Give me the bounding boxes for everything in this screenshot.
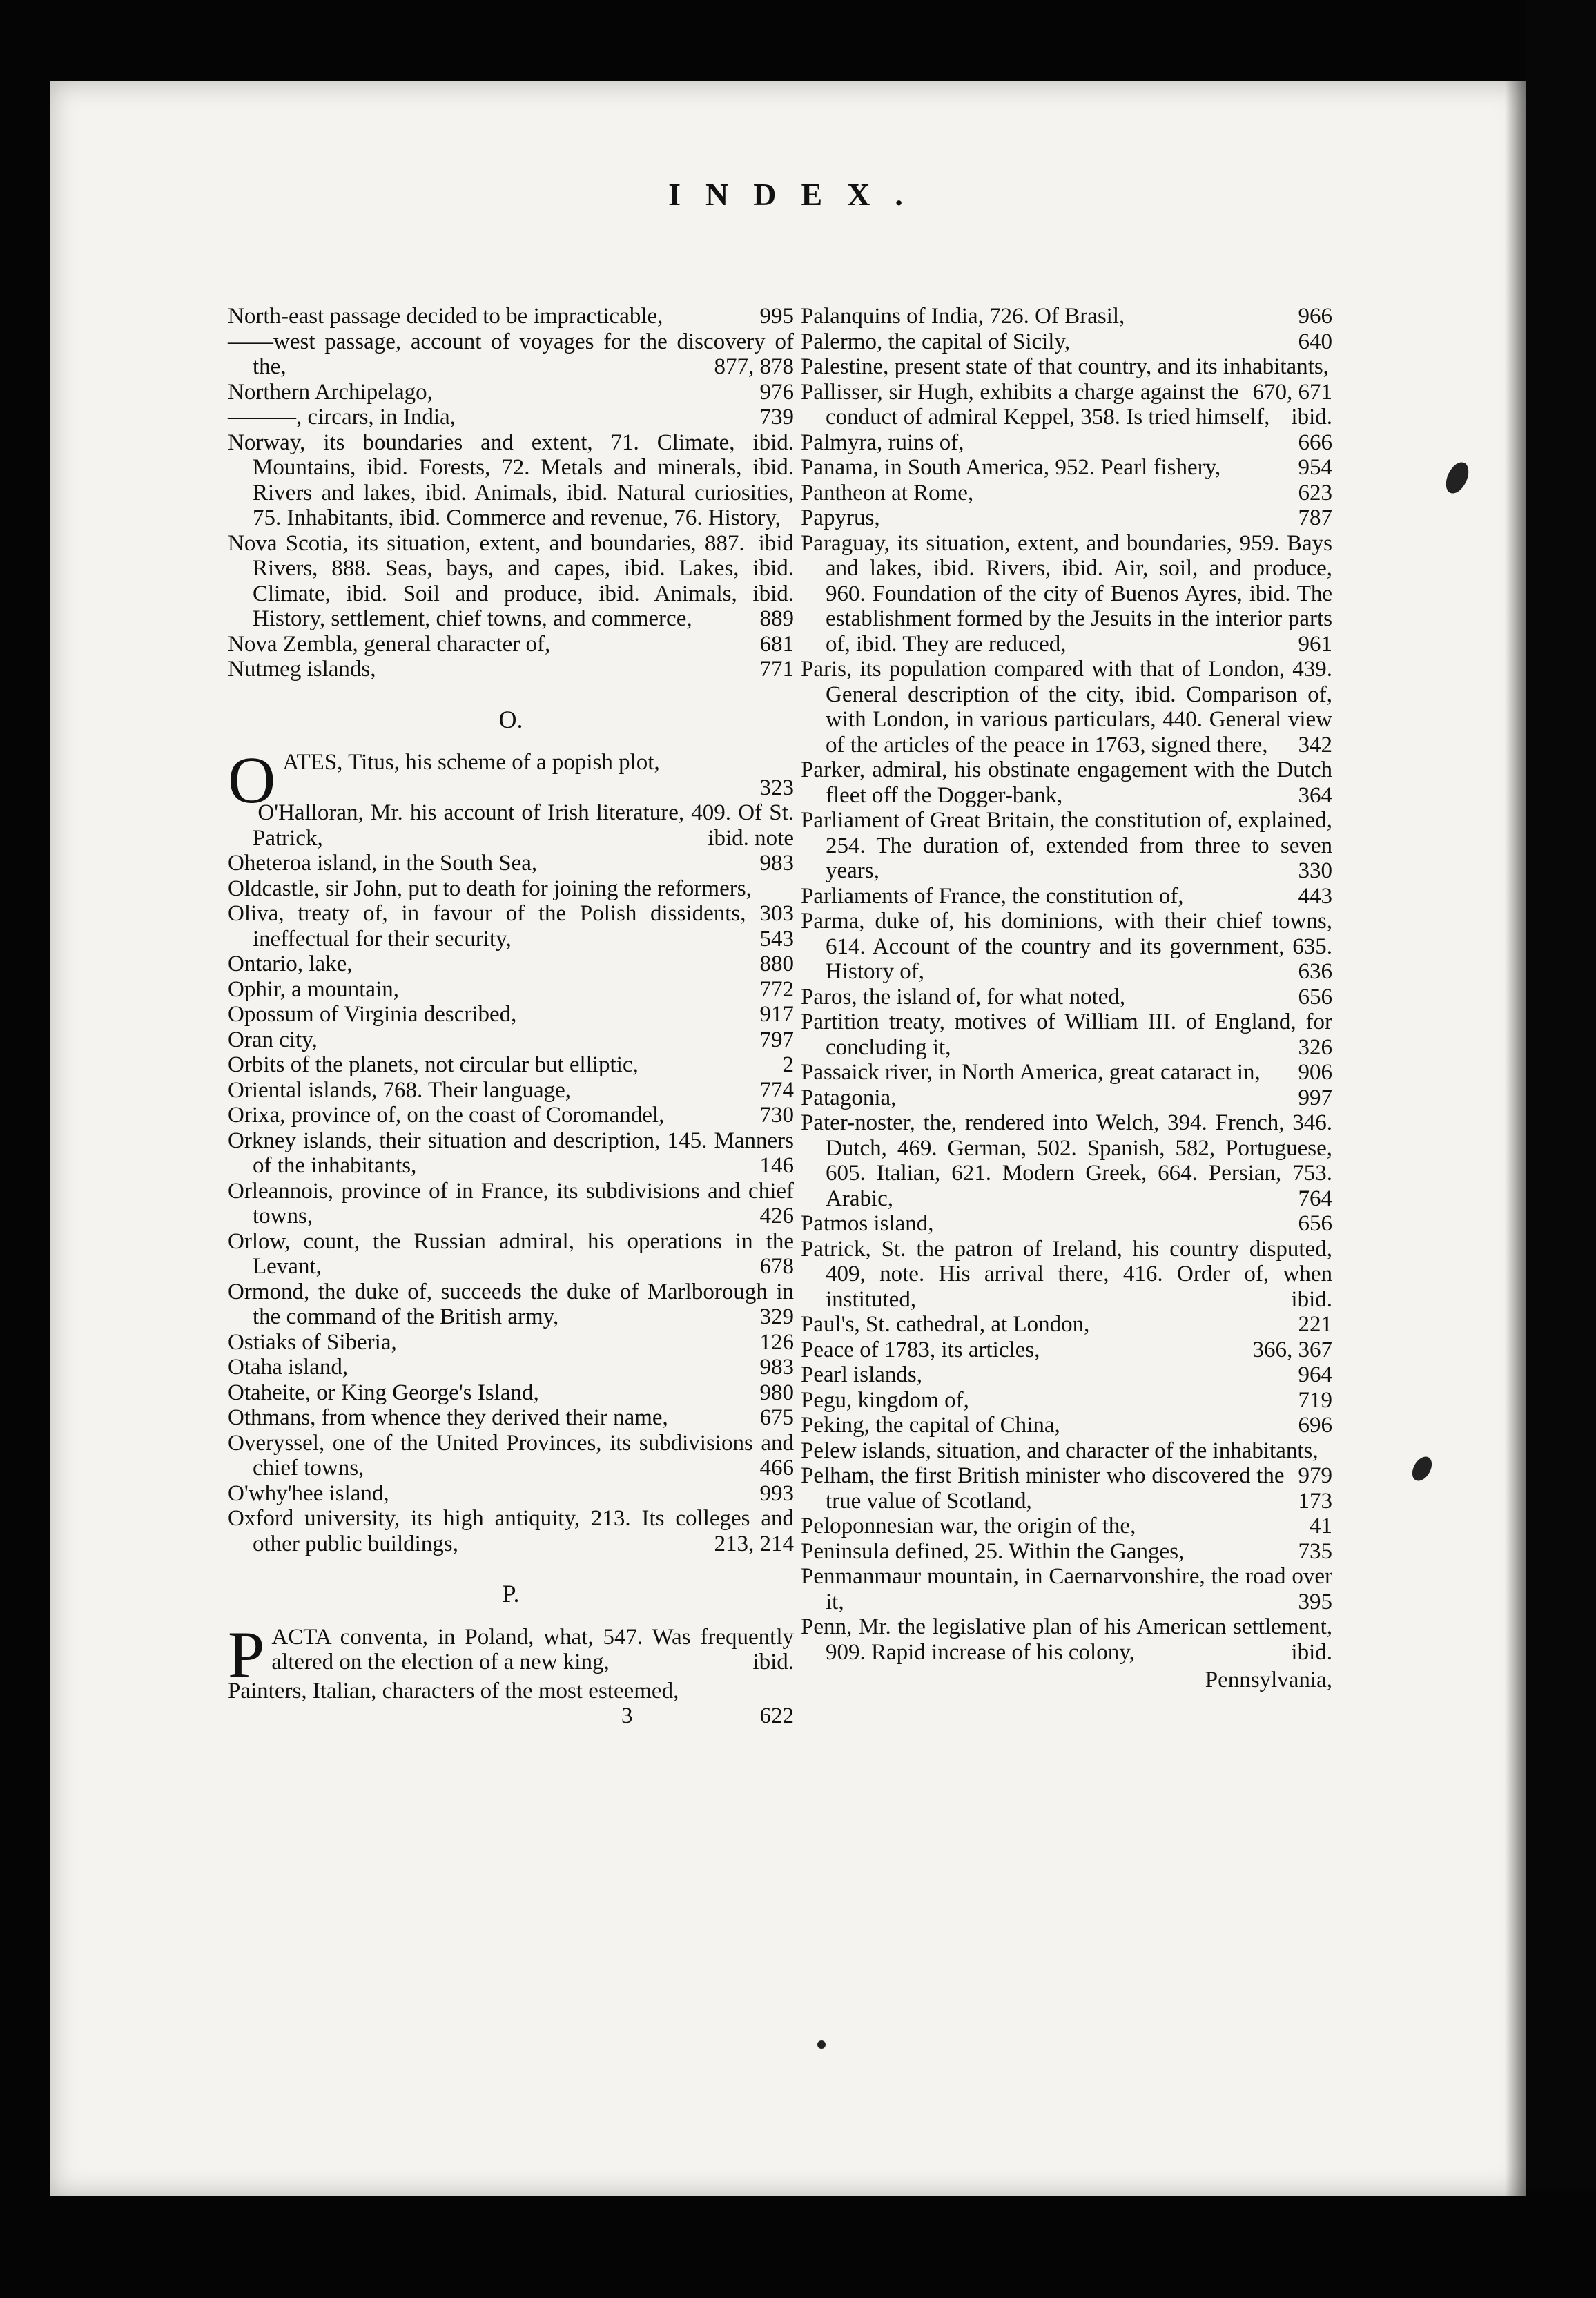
entry-text: Peking, the capital of China, bbox=[801, 1413, 1060, 1438]
entry-pages: 678 bbox=[759, 1254, 794, 1279]
entries-n-list bbox=[228, 304, 794, 682]
index-p-entry bbox=[801, 1564, 1332, 1614]
index-o-entry bbox=[228, 1506, 794, 1556]
entry-pages: 979 bbox=[1298, 1463, 1332, 1488]
entry-pages: 443 bbox=[1298, 883, 1332, 909]
entry-text: Palmyra, ruins of, bbox=[801, 429, 964, 455]
index-p-entry bbox=[801, 909, 1332, 985]
index-p-entry bbox=[801, 808, 1332, 884]
entry-pages: 656 bbox=[1298, 984, 1332, 1010]
entry-text: Paros, the island of, for what noted, bbox=[801, 984, 1126, 1010]
index-p-entry bbox=[801, 1362, 1332, 1388]
entry-pages: 342 bbox=[1298, 732, 1332, 757]
index-n-entry bbox=[228, 304, 794, 329]
index-p-entry bbox=[801, 531, 1332, 657]
entry-pages: 906 bbox=[1298, 1060, 1332, 1085]
entry-pages: 764 bbox=[1298, 1186, 1332, 1211]
entry-text: Othmans, from whence they derived their name, bbox=[228, 1405, 668, 1430]
index-p-entry bbox=[801, 430, 1332, 456]
index-n-entry bbox=[228, 531, 794, 632]
entry-text: Palestine, present state of that country, and its inhabitants, bbox=[801, 354, 1329, 379]
entry-text: Orlow, count, the Russian admiral, his operations in the Levant, bbox=[228, 1228, 794, 1279]
index-o-entry bbox=[228, 901, 794, 952]
entry-pages: 771 bbox=[759, 657, 794, 682]
index-p-entry bbox=[801, 1338, 1332, 1363]
entry-pages: 961 bbox=[1298, 631, 1332, 657]
index-n-entry bbox=[228, 329, 794, 380]
entry-pages: ibid. bbox=[1291, 1286, 1332, 1312]
entry-pages: ibid bbox=[758, 530, 794, 556]
entry-text: Northern Archipelago, bbox=[228, 379, 433, 405]
entry-pages: 326 bbox=[1298, 1034, 1332, 1060]
index-o-entry bbox=[228, 876, 794, 926]
entry-text: Norway, its boundaries and extent, 71. Climate, ibid. Mountains, ibid. Forests, 72. Metals and minerals, ibid. Rivers and lakes, ibid. Animals, ibid. Natural curiosities, 75. Inhabitants, ibid. Commerce and revenue, 76. History, bbox=[228, 429, 794, 530]
entry-pages: 997 bbox=[1298, 1085, 1332, 1110]
index-p-entry bbox=[801, 1237, 1332, 1313]
entry-pages: 983 bbox=[759, 851, 794, 876]
entry-text: Opossum of Virginia described, bbox=[228, 1002, 517, 1027]
entry-oates bbox=[228, 743, 794, 817]
entry-pages: 330 bbox=[1298, 858, 1332, 883]
entry-pages: 681 bbox=[759, 631, 794, 657]
entry-oates-text: ATES, Titus, his scheme of a popish plot, bbox=[282, 750, 660, 775]
entry-pages: 797 bbox=[759, 1027, 794, 1052]
entry-pacta-text: ACTA conventa, in Poland, what, 547. Was frequently altered on the election of a new king, bbox=[271, 1624, 794, 1674]
page-edge-shadow bbox=[1505, 81, 1526, 2196]
index-p-entry bbox=[801, 657, 1332, 757]
right-column bbox=[801, 304, 1332, 1693]
index-p-entry bbox=[801, 1539, 1332, 1565]
entry-text: Pegu, kingdom of, bbox=[801, 1387, 969, 1413]
entry-pages: 656 bbox=[1298, 1211, 1332, 1236]
film-border-bottom bbox=[0, 2189, 1596, 2298]
index-n-entry bbox=[228, 657, 794, 682]
index-p-entry bbox=[801, 884, 1332, 909]
film-border-right bbox=[1526, 0, 1596, 2298]
signature-mark: 3 bbox=[621, 1703, 633, 1728]
entry-pages: 670, 671 bbox=[1252, 379, 1332, 405]
entry-pages: 774 bbox=[759, 1077, 794, 1103]
entry-pages: 995 bbox=[759, 304, 794, 329]
index-o-entry bbox=[228, 1229, 794, 1280]
entry-text: Oliva, treaty of, in favour of the Polish dissidents, ineffectual for their security, bbox=[228, 901, 746, 952]
entry-text: Overyssel, one of the United Provinces, its subdivisions and chief towns, bbox=[228, 1430, 794, 1480]
entry-painters bbox=[228, 1679, 794, 1704]
index-p-entry bbox=[801, 1614, 1332, 1665]
entry-text: Oldcastle, sir John, put to death for joining the reformers, bbox=[228, 876, 752, 901]
index-o-entry bbox=[228, 1052, 794, 1078]
entry-pages: 2 bbox=[782, 1052, 794, 1077]
entry-pages: 787 bbox=[1298, 505, 1332, 530]
entry-pages: ibid. bbox=[1291, 1639, 1332, 1665]
entry-pages: 173 bbox=[1298, 1488, 1332, 1514]
index-o-entry bbox=[228, 1380, 794, 1406]
entry-pages: 329 bbox=[759, 1304, 794, 1329]
entry-text: Ormond, the duke of, succeeds the duke of Marlborough in the command of the British army, bbox=[228, 1279, 794, 1329]
entry-text: Otaha island, bbox=[228, 1355, 349, 1380]
section-heading-p: P. bbox=[502, 1580, 520, 1607]
index-p-entry bbox=[801, 1312, 1332, 1338]
entry-text: Patrick, St. the patron of Ireland, his country disputed, 409, note. His arrival there, 416. Order of, when instituted, bbox=[801, 1236, 1332, 1312]
entry-text: Oran city, bbox=[228, 1027, 318, 1052]
entry-pages: 880 bbox=[759, 952, 794, 976]
entry-pages: 772 bbox=[759, 976, 794, 1002]
entry-pacta-pages: ibid. bbox=[752, 1650, 794, 1674]
entry-text: Ophir, a mountain, bbox=[228, 976, 399, 1002]
index-o-entry bbox=[228, 1179, 794, 1229]
entry-pages: 877, 878 bbox=[714, 354, 794, 379]
entry-pages: 366, 367 bbox=[1252, 1337, 1332, 1362]
entry-text: Passaick river, in North America, great cataract in, bbox=[801, 1060, 1261, 1085]
entry-text: Otaheite, or King George's Island, bbox=[228, 1380, 539, 1405]
entry-pages: 543 bbox=[759, 926, 794, 952]
entry-text: Patagonia, bbox=[801, 1085, 897, 1110]
entry-text: Parker, admiral, his obstinate engagement with the Dutch fleet off the Dogger-bank, bbox=[801, 757, 1332, 808]
entry-text: Ostiaks of Siberia, bbox=[228, 1329, 397, 1355]
index-p-entry bbox=[801, 1010, 1332, 1060]
left-column bbox=[228, 304, 794, 1731]
entry-text: Peace of 1783, its articles, bbox=[801, 1337, 1040, 1362]
index-o-entry bbox=[228, 1431, 794, 1481]
entry-text: Nutmeg islands, bbox=[228, 657, 376, 682]
index-p-entry bbox=[801, 1211, 1332, 1237]
index-p-entry bbox=[801, 1438, 1332, 1488]
entry-text: Penmanmaur mountain, in Caernarvonshire, the road over it, bbox=[801, 1564, 1332, 1614]
entry-pages: 730 bbox=[759, 1103, 794, 1128]
index-o-entry bbox=[228, 1481, 794, 1507]
entry-pages: 675 bbox=[759, 1405, 794, 1430]
entry-text: Patmos island, bbox=[801, 1211, 934, 1236]
index-o-entry bbox=[228, 1128, 794, 1179]
index-p-entry bbox=[801, 329, 1332, 355]
entry-text: Ontario, lake, bbox=[228, 952, 353, 976]
entry-text: Peninsula defined, 25. Within the Ganges, bbox=[801, 1538, 1185, 1564]
entry-text: Oriental islands, 768. Their language, bbox=[228, 1077, 572, 1103]
index-p-entry bbox=[801, 304, 1332, 329]
entry-text: Pallisser, sir Hugh, exhibits a charge against the conduct of admiral Keppel, 358. Is tried himself, bbox=[801, 379, 1270, 429]
catchword: Pennsylvania, bbox=[1205, 1668, 1332, 1692]
entry-pages: 954 bbox=[1298, 455, 1332, 480]
index-p-entry bbox=[801, 455, 1332, 481]
entry-text: ——west passage, account of voyages for the discovery of the, bbox=[228, 329, 794, 379]
entry-pages: 666 bbox=[1298, 429, 1332, 455]
index-p-entry bbox=[801, 481, 1332, 506]
entry-oates-pages: 323 bbox=[759, 775, 794, 800]
entry-pages: ibid. bbox=[1291, 405, 1332, 429]
index-o-entry bbox=[228, 1027, 794, 1053]
index-o-entry bbox=[228, 1002, 794, 1027]
entry-text: Oxford university, its high antiquity, 213. Its colleges and other public buildings, bbox=[228, 1506, 794, 1556]
entry-pages: 983 bbox=[759, 1355, 794, 1380]
entry-text: Parliament of Great Britain, the constitution of, explained, 254. The duration of, extended from three to seven years, bbox=[801, 808, 1332, 883]
entry-text: Pantheon at Rome, bbox=[801, 480, 974, 505]
entry-pages: 966 bbox=[1298, 304, 1332, 329]
entries-p-list bbox=[801, 304, 1332, 1665]
index-o-entry bbox=[228, 1078, 794, 1103]
entry-text: Paul's, St. cathedral, at London, bbox=[801, 1312, 1090, 1337]
entry-pages: 466 bbox=[759, 1456, 794, 1480]
dropcap-o: O bbox=[228, 743, 276, 817]
entry-painters-pages: 622 bbox=[759, 1703, 794, 1728]
index-o-entry bbox=[228, 800, 794, 851]
index-n-entry bbox=[228, 632, 794, 657]
entry-text: Pelew islands, situation, and character of the inhabitants, bbox=[801, 1438, 1318, 1463]
entry-text: Oheteroa island, in the South Sea, bbox=[228, 851, 538, 876]
entry-pages: 739 bbox=[759, 405, 794, 429]
entries-o-list bbox=[228, 800, 794, 1556]
entry-text: Orbits of the planets, not circular but elliptic, bbox=[228, 1052, 639, 1077]
entry-text: Nova Zembla, general character of, bbox=[228, 631, 551, 657]
entry-text: North-east passage decided to be impracticable, bbox=[228, 304, 663, 329]
entry-pages: 623 bbox=[1298, 480, 1332, 505]
entry-text: Pearl islands, bbox=[801, 1362, 922, 1387]
entry-pages: 964 bbox=[1298, 1362, 1332, 1387]
entry-text: Penn, Mr. the legislative plan of his American settlement, 909. Rapid increase of his colony, bbox=[801, 1614, 1332, 1665]
page-header: INDEX. bbox=[668, 177, 928, 212]
entry-text: Panama, in South America, 952. Pearl fishery, bbox=[801, 455, 1221, 480]
entry-text: O'why'hee island, bbox=[228, 1480, 389, 1506]
entry-pages: 980 bbox=[759, 1380, 794, 1405]
entry-pages: 917 bbox=[759, 1002, 794, 1027]
entry-pages: 395 bbox=[1298, 1589, 1332, 1614]
entry-text: Paris, its population compared with that of London, 439. General description of the city, ibid. Comparison of, with London, in various particulars, 440. General view of the articles of the peace in 1763, signed there, bbox=[801, 657, 1332, 757]
section-heading-o: O. bbox=[498, 705, 523, 733]
entry-pages: 640 bbox=[1298, 329, 1332, 354]
entry-text: Nova Scotia, its situation, extent, and boundaries, 887. Rivers, 888. Seas, bays, and capes, ibid. Lakes, ibid. Climate, ibid. Soil and produce, ibid. Animals, ibid. History, settlement, chief towns, and commerce, bbox=[228, 530, 794, 631]
entry-text: Orleannois, province of in France, its subdivisions and chief towns, bbox=[228, 1178, 794, 1228]
entry-pages: 696 bbox=[1298, 1413, 1332, 1438]
index-n-entry bbox=[228, 405, 794, 430]
entry-text: Orixa, province of, on the coast of Coromandel, bbox=[228, 1103, 665, 1128]
index-o-entry bbox=[228, 1280, 794, 1330]
index-p-entry bbox=[801, 1514, 1332, 1539]
entry-text: Pelham, the first British minister who discovered the true value of Scotland, bbox=[801, 1463, 1285, 1514]
index-p-entry bbox=[801, 757, 1332, 808]
index-p-entry bbox=[801, 1085, 1332, 1111]
entry-pages: 735 bbox=[1298, 1538, 1332, 1564]
entry-text: Parma, duke of, his dominions, with their chief towns, 614. Account of the country and its government, 635. History of, bbox=[801, 909, 1332, 984]
index-o-entry bbox=[228, 851, 794, 876]
dropcap-p: P bbox=[228, 1617, 265, 1692]
index-o-entry bbox=[228, 1405, 794, 1431]
entry-pages: 146 bbox=[759, 1153, 794, 1178]
entry-painters-text: Painters, Italian, characters of the most esteemed, bbox=[228, 1678, 679, 1703]
index-p-entry bbox=[801, 1463, 1332, 1514]
index-n-entry bbox=[228, 429, 794, 556]
entry-text: ———, circars, in India, bbox=[228, 405, 456, 429]
entry-pages: 213, 214 bbox=[714, 1531, 794, 1556]
index-n-entry bbox=[228, 380, 794, 405]
index-o-entry bbox=[228, 977, 794, 1003]
entry-pages: 221 bbox=[1298, 1312, 1332, 1337]
entry-pages: 889 bbox=[759, 606, 794, 631]
index-p-entry bbox=[801, 380, 1332, 430]
entry-pages: 719 bbox=[1298, 1387, 1332, 1413]
entry-pages: 303 bbox=[759, 901, 794, 926]
entry-text: Pater-noster, the, rendered into Welch, 394. French, 346. Dutch, 469. German, 502. Spanish, 582, Portuguese, 605. Italian, 621. Modern Greek, 664. Persian, 753. Arabic, bbox=[801, 1110, 1332, 1211]
entry-text: Peloponnesian war, the origin of the, bbox=[801, 1514, 1136, 1538]
entry-text: Papyrus, bbox=[801, 505, 880, 530]
index-o-entry bbox=[228, 1330, 794, 1355]
entry-pages: 426 bbox=[759, 1204, 794, 1228]
index-p-entry bbox=[801, 1413, 1332, 1438]
index-p-entry bbox=[801, 1060, 1332, 1085]
entry-pages: 126 bbox=[759, 1329, 794, 1355]
index-p-entry bbox=[801, 1110, 1332, 1211]
index-p-entry bbox=[801, 505, 1332, 531]
entry-pages: 993 bbox=[759, 1480, 794, 1506]
index-p-entry bbox=[801, 1388, 1332, 1413]
index-o-entry bbox=[228, 1103, 794, 1128]
index-o-entry bbox=[228, 952, 794, 977]
entry-pages: 364 bbox=[1298, 782, 1332, 808]
ink-blot bbox=[817, 2040, 826, 2049]
entry-pages: 41 bbox=[1310, 1514, 1332, 1538]
index-p-entry bbox=[801, 985, 1332, 1010]
film-border-left bbox=[0, 0, 50, 2298]
entry-text: Partition treaty, motives of William III. of England, for concluding it, bbox=[801, 1010, 1332, 1060]
entry-text: Parliaments of France, the constitution of, bbox=[801, 883, 1184, 909]
entry-text: O'Halloran, Mr. his account of Irish literature, 409. Of St. Patrick, bbox=[253, 800, 794, 851]
entry-text: Paraguay, its situation, extent, and boundaries, 959. Bays and lakes, ibid. Rivers, ibid. Air, soil, and produce, 960. Foundation of the city of Buenos Ayres, ibid. The establishment formed by the Jesuits in the interior parts of, ibid. They are reduced, bbox=[801, 530, 1332, 657]
entry-pages: ibid. note bbox=[708, 825, 794, 851]
entry-pages: 976 bbox=[759, 379, 794, 405]
entry-text: Palanquins of India, 726. Of Brasil, bbox=[801, 304, 1125, 329]
index-o-entry bbox=[228, 1355, 794, 1380]
entry-pages: 636 bbox=[1298, 959, 1332, 984]
entry-text: Palermo, the capital of Sicily, bbox=[801, 329, 1071, 354]
entry-text: Orkney islands, their situation and description, 145. Manners of the inhabitants, bbox=[228, 1128, 794, 1178]
